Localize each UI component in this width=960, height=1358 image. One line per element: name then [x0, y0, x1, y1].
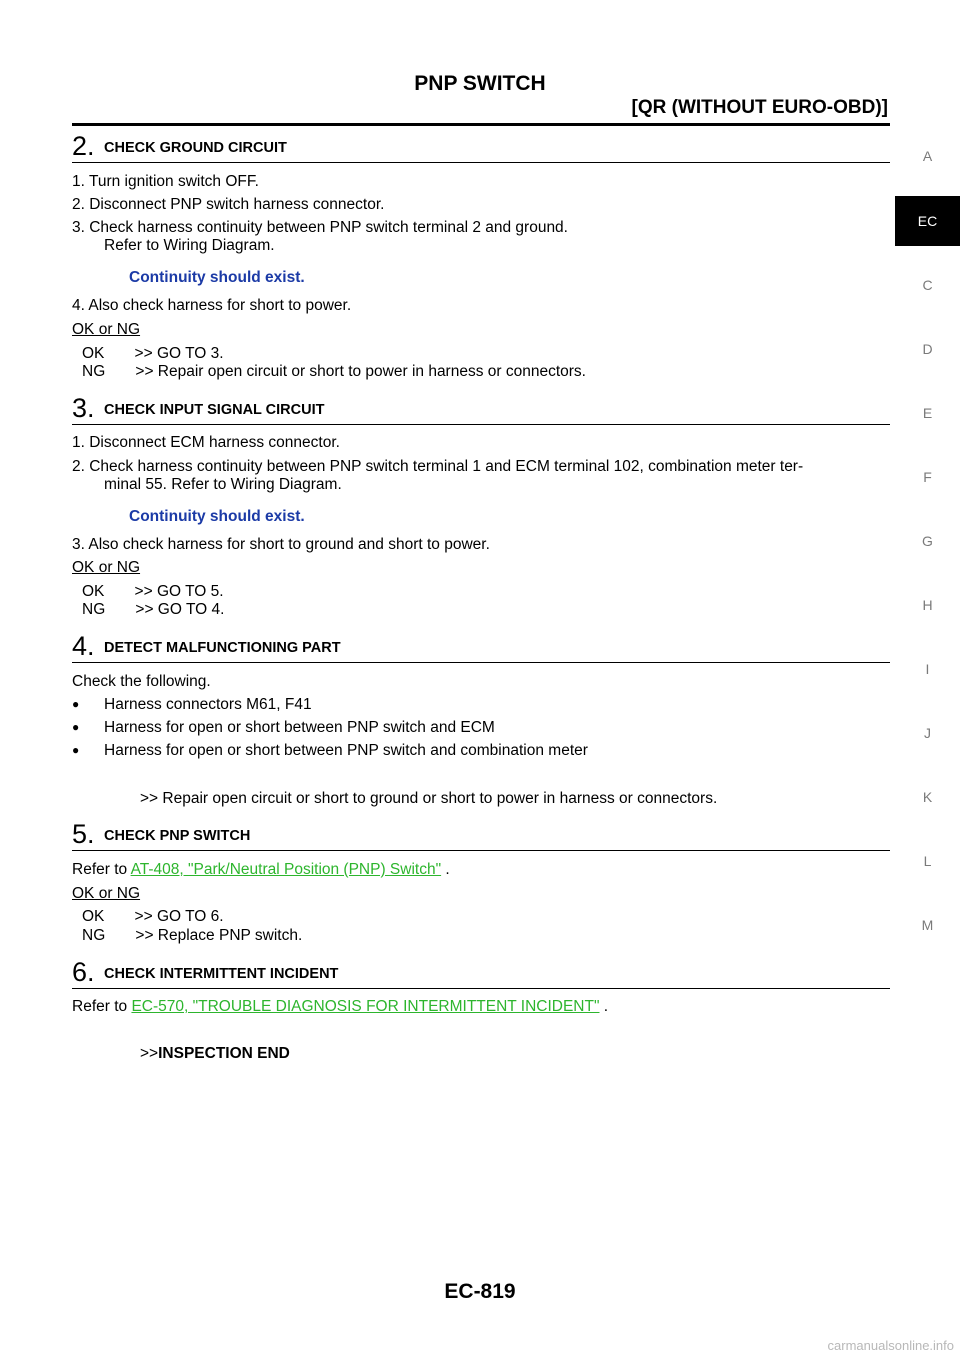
side-tab-e[interactable]: E	[922, 405, 933, 421]
s3-ng: NG >> GO TO 4.	[82, 601, 225, 618]
section-2-title: CHECK GROUND CIRCUIT	[104, 140, 287, 156]
section-6-heading	[72, 957, 890, 989]
section-5-heading	[72, 819, 890, 851]
side-tab-g[interactable]: G	[922, 533, 933, 549]
s5-refer	[72, 860, 450, 879]
s4-bullet-2: Harness for open or short between PNP switch and ECM	[104, 719, 495, 736]
s5-ok-or-ng: OK or NG	[72, 885, 141, 902]
watermark: carmanualsonline.info	[827, 1338, 954, 1353]
section-3-title: CHECK INPUT SIGNAL CIRCUIT	[104, 402, 325, 418]
s2-spec: Continuity should exist.	[129, 269, 305, 286]
s3-ok: OK >> GO TO 5.	[82, 583, 224, 600]
section-6-number: 6.	[72, 957, 95, 987]
s3-spec: Continuity should exist.	[129, 508, 305, 525]
s5-ok: OK >> GO TO 6.	[82, 908, 224, 925]
side-tab-i[interactable]: I	[925, 661, 930, 677]
section-5-number: 5.	[72, 819, 95, 849]
s6-end-prefix: >>	[140, 1045, 159, 1062]
s5-reference-link[interactable]: AT-408, "Park/Neutral Position (PNP) Switch"	[130, 861, 442, 878]
s6-refer-prefix: Refer to	[72, 998, 132, 1015]
s2-step-2: 2. Disconnect PNP switch harness connector.	[72, 196, 385, 213]
section-2-heading	[72, 131, 890, 163]
s4-intro: Check the following.	[72, 673, 211, 690]
s5-ng: NG >> Replace PNP switch.	[82, 927, 303, 944]
bullet-dot: ●	[72, 743, 80, 757]
side-tab-h[interactable]: H	[922, 597, 933, 613]
section-4-number: 4.	[72, 631, 95, 661]
section-4-title: DETECT MALFUNCTIONING PART	[104, 640, 341, 656]
s6-end-text: INSPECTION END	[158, 1045, 290, 1062]
page-subtitle: [QR (WITHOUT EURO-OBD)]	[631, 97, 888, 118]
section-6-title: CHECK INTERMITTENT INCIDENT	[104, 966, 339, 982]
section-3-number: 3.	[72, 393, 95, 423]
s4-action: >> Repair open circuit or short to ground or short to power in harness or connectors.	[140, 790, 718, 807]
header-rule	[72, 123, 890, 126]
side-tab-c[interactable]: C	[922, 277, 933, 293]
s4-bullet-1: Harness connectors M61, F41	[104, 696, 312, 713]
s6-reference-link[interactable]: EC-570, "TROUBLE DIAGNOSIS FOR INTERMITTENT INCIDENT"	[131, 998, 600, 1015]
side-tab-d[interactable]: D	[922, 341, 933, 357]
s6-refer-suffix: .	[599, 998, 609, 1015]
s3-step-2: 2. Check harness continuity between PNP switch terminal 1 and ECM terminal 102, combination meter ter-	[72, 458, 804, 475]
s2-step-4: 4. Also check harness for short to power.	[72, 297, 352, 314]
s2-step-1: 1. Turn ignition switch OFF.	[72, 173, 259, 190]
s2-step-3: 3. Check harness continuity between PNP switch terminal 2 and ground.	[72, 219, 568, 236]
page-number: EC-819	[444, 1280, 516, 1303]
s5-refer-prefix: Refer to	[72, 861, 131, 878]
s2-ok-or-ng: OK or NG	[72, 321, 141, 338]
section-5-title: CHECK PNP SWITCH	[104, 828, 251, 844]
side-tab-ec[interactable]: EC	[895, 196, 960, 246]
side-tab-a[interactable]: A	[922, 148, 933, 164]
s3-ok-or-ng: OK or NG	[72, 559, 141, 576]
s2-ok: OK >> GO TO 3.	[82, 345, 224, 362]
section-3-heading	[72, 393, 890, 425]
s4-bullet-3: Harness for open or short between PNP switch and combination meter	[104, 742, 588, 759]
side-tab-k[interactable]: K	[922, 789, 933, 805]
s6-refer	[72, 997, 608, 1016]
bullet-dot: ●	[72, 697, 80, 711]
s2-step-3-ref: Refer to Wiring Diagram.	[104, 237, 275, 254]
side-tab-l[interactable]: L	[923, 853, 932, 869]
s3-step-1: 1. Disconnect ECM harness connector.	[72, 434, 340, 451]
side-tab-m[interactable]: M	[921, 917, 934, 933]
section-2-number: 2.	[72, 131, 95, 161]
side-tab-f[interactable]: F	[923, 469, 932, 485]
side-tab-j[interactable]: J	[924, 725, 931, 741]
s5-refer-suffix: .	[441, 861, 450, 878]
s6-end	[140, 1044, 290, 1063]
s3-step-2-cont: minal 55. Refer to Wiring Diagram.	[104, 476, 342, 493]
page-title: PNP SWITCH	[414, 72, 546, 95]
s2-ng: NG >> Repair open circuit or short to power in harness or connectors.	[82, 363, 586, 380]
s3-step-3: 3. Also check harness for short to ground and short to power.	[72, 536, 490, 553]
bullet-dot: ●	[72, 720, 80, 734]
section-4-heading	[72, 631, 890, 663]
